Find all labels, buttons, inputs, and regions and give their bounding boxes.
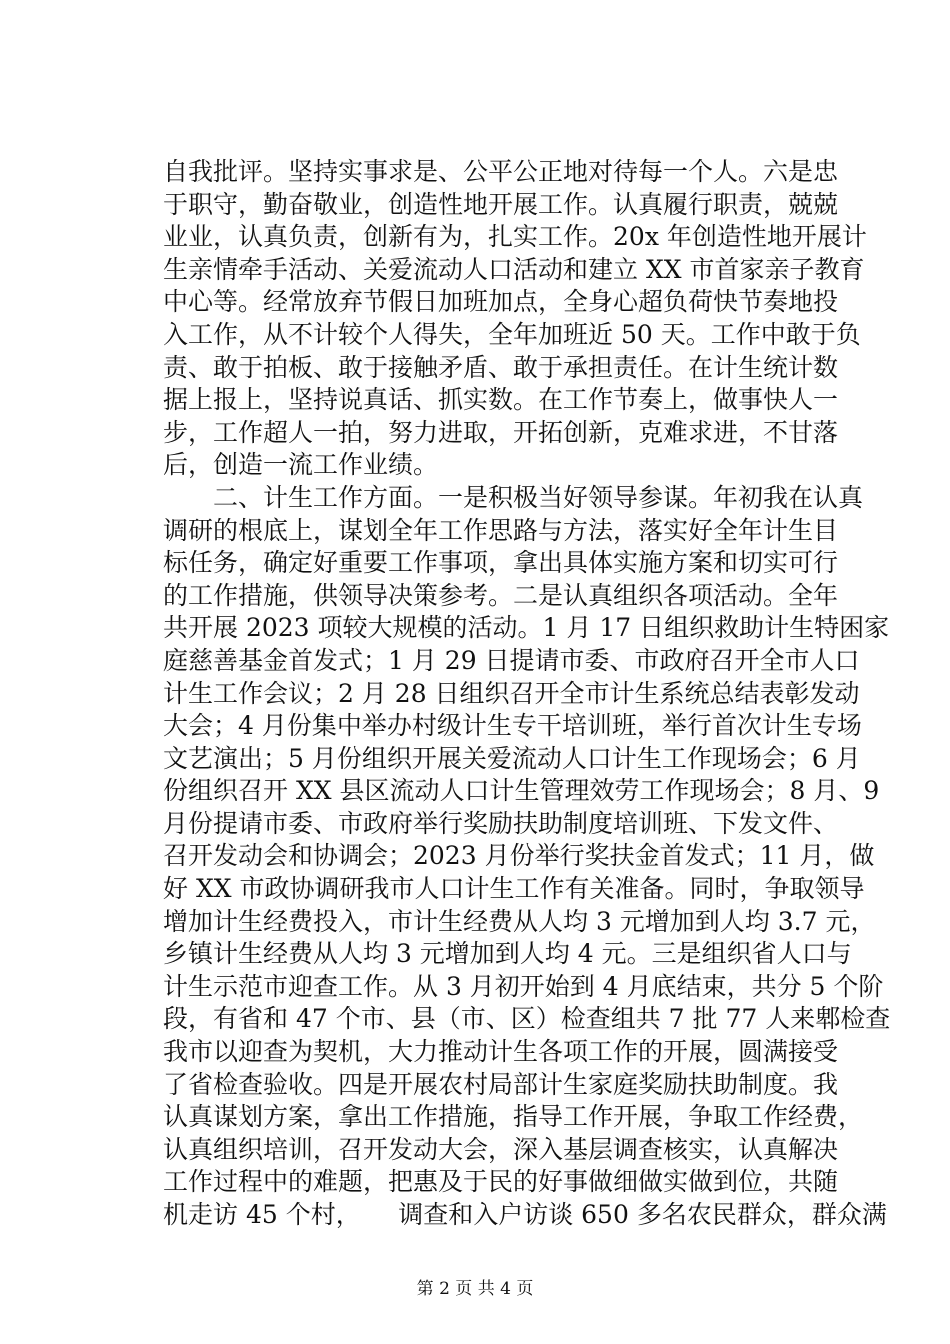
body-text — [163, 156, 891, 1232]
text-line: 中心等。经常放弃节假日加班加点，全身心超负荷快节奏地投 — [163, 287, 839, 317]
text-line: 计生工作会议；2 月 28 日组织召开全市计生系统总结表彰发动 — [163, 678, 860, 708]
text-line: 庭慈善基金首发式；1 月 29 日提请市委、市政府召开全市人口 — [163, 645, 860, 675]
text-line: 生亲情牵手活动、关爱流动人口活动和建立 XX 市首家亲子教育 — [163, 254, 865, 284]
text-line: 机走访 45 个村， 调查和入户访谈 650 多名农民群众，群众满 — [163, 1200, 887, 1229]
text-line: 我市以迎查为契机，大力推动计生各项工作的开展，圆满接受 — [163, 1037, 839, 1067]
text-line: 标任务，确定好重要工作事项，拿出具体实施方案和切实可行 — [163, 548, 839, 578]
text-line: 计生示范市迎查工作。从 3 月初开始到 4 月底结束，共分 5 个阶 — [163, 971, 884, 1001]
text-line: 认真组织培训，召开发动大会，深入基层调查核实，认真解决 — [163, 1134, 839, 1164]
text-line: 段，有省和 47 个市、县（市、区）检查组共 7 批 77 人来郫检查 — [163, 1004, 891, 1034]
text-line: 增加计生经费投入，市计生经费从人均 3 元增加到人均 3.7 元， — [163, 906, 876, 936]
text-line: 步，工作超人一拍，努力进取，开拓创新，克难求进，不甘落 — [163, 417, 839, 447]
page-footer: 第 2 页 共 4 页 — [416, 1279, 534, 1299]
text-line: 共开展 2023 项较大规模的活动。1 月 17 日组织救助计生特困家 — [163, 613, 890, 643]
text-line: 月份提请市委、市政府举行奖励扶助制度培训班、下发文件、 — [163, 808, 839, 838]
text-line: 大会；4 月份集中举办村级计生专干培训班，举行首次计生专场 — [163, 711, 862, 741]
text-line: 入工作，从不计较个人得失，全年加班近 50 天。工作中敢于负 — [163, 319, 861, 349]
text-line: 业业，认真负责，创新有为，扎实工作。20x 年创造性地开展计 — [163, 222, 867, 252]
text-line: 了省检查验收。四是开展农村局部计生家庭奖励扶助制度。我 — [163, 1069, 839, 1099]
text-line: 自我批评。坚持实事求是、公平公正地对待每一个人。六是忠 — [163, 157, 839, 186]
text-line: 责、敢于拍板、敢于接触矛盾、敢于承担责任。在计生统计数 — [163, 352, 839, 382]
text-line: 的工作措施，供领导决策参考。二是认真组织各项活动。全年 — [163, 580, 839, 610]
text-line: 调研的根底上，谋划全年工作思路与方法，落实好全年计生目 — [163, 515, 839, 545]
text-line: 二、计生工作方面。一是积极当好领导参谋。年初我在认真 — [163, 482, 864, 512]
text-line: 份组织召开 XX 县区流动人口计生管理效劳工作现场会；8 月、9 — [163, 776, 880, 806]
text-line: 于职守，勤奋敬业，创造性地开展工作。认真履行职责，兢兢 — [163, 189, 839, 219]
text-line: 认真谋划方案，拿出工作措施，指导工作开展，争取工作经费， — [163, 1102, 864, 1132]
text-line: 据上报上，坚持说真话、抓实数。在工作节奏上，做事快人一 — [163, 385, 839, 415]
text-line: 乡镇计生经费从人均 3 元增加到人均 4 元。三是组织省人口与 — [163, 939, 852, 969]
text-line: 工作过程中的难题，把惠及于民的好事做细做实做到位，共随 — [163, 1167, 839, 1197]
text-line: 召开发动会和协调会；2023 月份举行奖扶金首发式；11 月，做 — [163, 841, 875, 871]
text-line: 后，创造一流工作业绩。 — [163, 450, 439, 480]
text-line: 文艺演出；5 月份组织开展关爱流动人口计生工作现场会；6 月 — [163, 743, 861, 773]
text-line: 好 XX 市政协调研我市人口计生工作有关准备。同时，争取领导 — [163, 874, 865, 904]
